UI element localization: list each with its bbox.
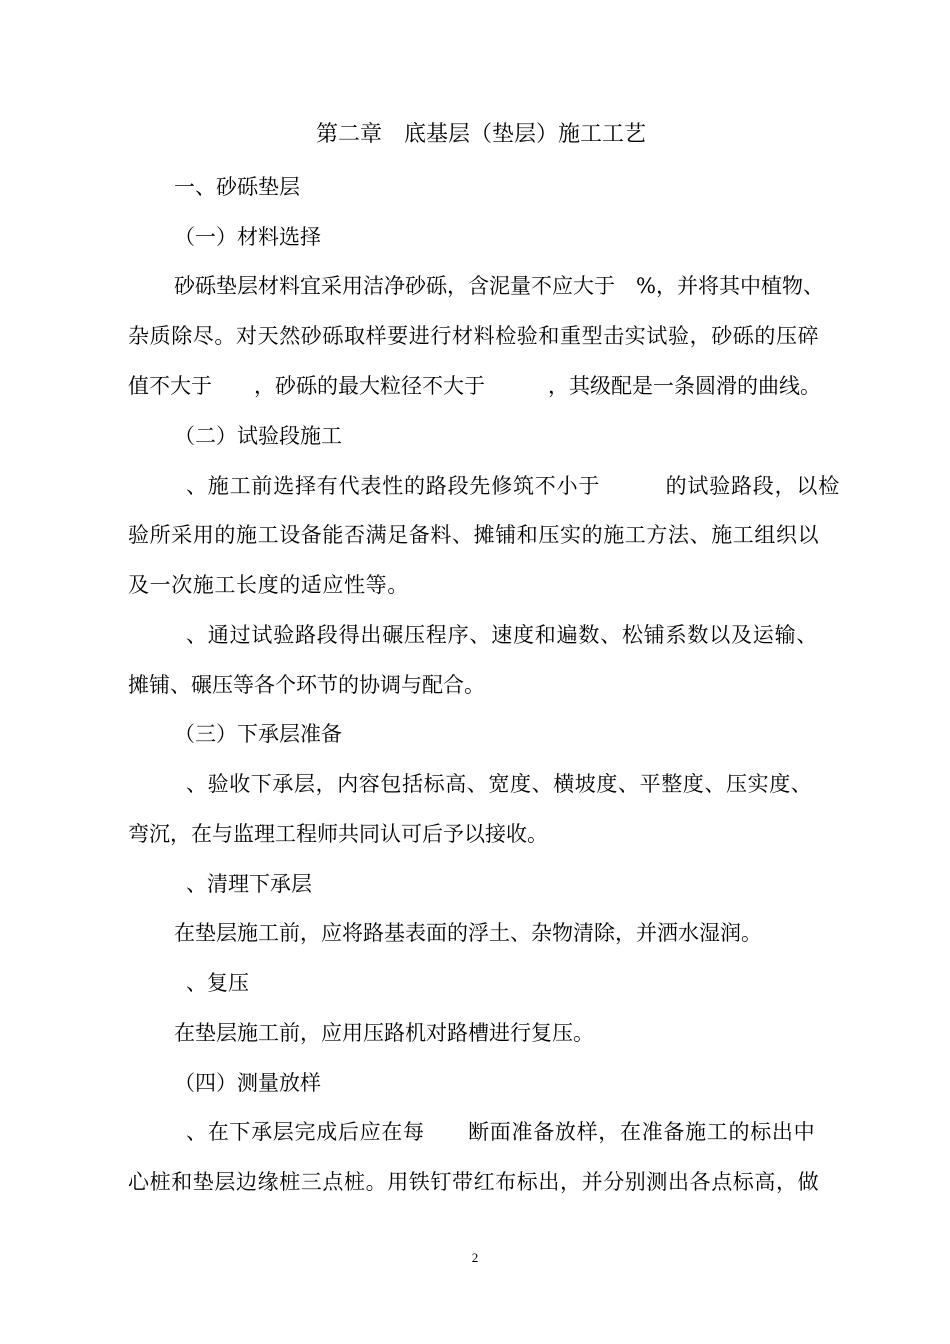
chapter-title: 第二章 底基层（垫层）施工工艺: [316, 122, 647, 147]
paragraph-line: 弯沉，在与监理工程师共同认可后予以接收。: [128, 822, 548, 846]
paragraph-line: 心桩和垫层边缘桩三点桩。用铁钉带红布标出，并分别测出各点标高，做: [128, 1170, 820, 1194]
paragraph-line: 验所采用的施工设备能否满足备料、摊铺和压实的施工方法、施工组织以: [128, 523, 820, 547]
subsection-heading: （一）材料选择: [174, 225, 321, 249]
subsection-heading: （三）下承层准备: [174, 722, 342, 746]
paragraph-line: 摊铺、碾压等各个环节的协调与配合。: [128, 673, 485, 697]
paragraph-line: 在垫层施工前，应将路基表面的浮土、杂物清除，并洒水湿润。: [174, 921, 762, 945]
paragraph-line: 在垫层施工前，应用压路机对路槽进行复压。: [174, 1021, 594, 1045]
page-number: 2: [471, 1250, 479, 1265]
paragraph-line: 砂砾垫层材料宜采用洁净砂砾，含泥量不应大于 %，并将其中植物、: [174, 274, 824, 298]
paragraph-line: 杂质除尽。对天然砂砾取样要进行材料检验和重型击实试验，砂砾的压碎: [128, 324, 820, 348]
paragraph-line: 、复压: [186, 971, 249, 995]
subsection-heading: （四）测量放样: [174, 1071, 321, 1095]
paragraph-line: 、验收下承层，内容包括标高、宽度、横坡度、平整度、压实度、: [186, 772, 813, 796]
paragraph-line: 、在下承层完成后应在每 断面准备放样，在准备施工的标出中: [186, 1120, 816, 1144]
paragraph-line: 、清理下承层: [186, 872, 312, 896]
paragraph-line: 值不大于 ，砂砾的最大粒径不大于 ，其级配是一条圆滑的曲线。: [128, 374, 821, 398]
paragraph-line: 、通过试验路段得出碾压程序、速度和遍数、松铺系数以及运输、: [186, 623, 819, 647]
paragraph-line: 及一次施工长度的适应性等。: [128, 573, 409, 597]
section-heading: 一、砂砾垫层: [174, 175, 300, 199]
subsection-heading: （二）试验段施工: [174, 424, 342, 448]
paragraph-line: 、施工前选择有代表性的路段先修筑不小于 的试验路段，以检: [186, 474, 840, 498]
